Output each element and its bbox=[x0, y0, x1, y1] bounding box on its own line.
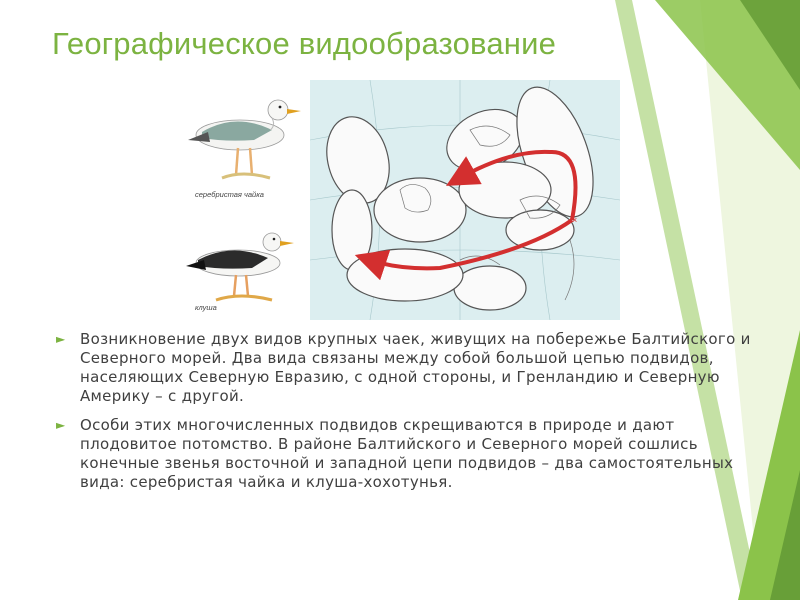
bird-caption-2: клуша bbox=[195, 303, 217, 312]
bullet-text: Возникновение двух видов крупных чаек, живущих на побережье Балтийского и Северного морей. Два вида связаны между собой большой цепью подвидов, населяющих Северную Евразию, с одной стороны, и Гренландию и Северную Америку – с другой. bbox=[80, 330, 751, 405]
bullet-arrow-icon: ► bbox=[56, 418, 66, 432]
range-oval-europe bbox=[347, 249, 463, 301]
bullet-item bbox=[56, 330, 756, 406]
lesser-black-backed-gull-icon bbox=[180, 218, 305, 308]
bullet-text: Особи этих многочисленных подвидов скрещиваются в природе и дают плодовитое потомство. В районе Балтийского и Северного морей сошлись конечные звенья восточной и западной цепи подвидов – два самостоятельных вида: серебристая чайка и клуша-хохотунья. bbox=[80, 416, 734, 491]
page-title: Географическое видообразование bbox=[52, 26, 557, 61]
subspecies-range-map bbox=[310, 80, 620, 320]
map-cross-marker: × bbox=[572, 215, 578, 225]
range-oval-north-atlantic bbox=[374, 178, 466, 242]
bullet-arrow-icon: ► bbox=[56, 332, 66, 346]
herring-gull-icon bbox=[180, 80, 305, 190]
bullet-list bbox=[56, 330, 756, 502]
range-oval-south bbox=[454, 266, 526, 310]
bullet-item bbox=[56, 416, 756, 492]
range-oval-east bbox=[506, 210, 574, 250]
bird-caption-1: серебристая чайка bbox=[195, 190, 264, 199]
